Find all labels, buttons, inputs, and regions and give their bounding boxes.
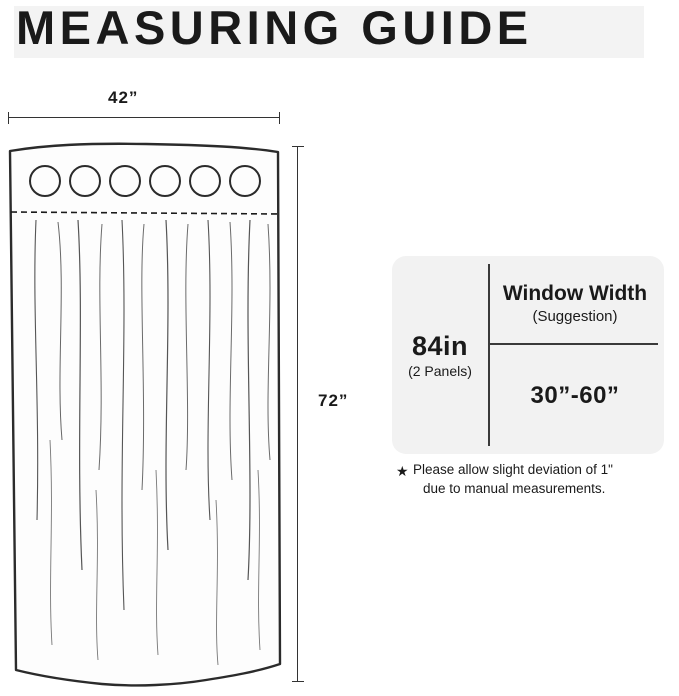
height-dimension-bottom-cap [292,681,304,682]
star-icon: ★ [396,463,409,479]
height-dimension-rule [297,146,298,682]
curtain-panel-illustration [6,140,292,690]
window-width-value: 30”-60” [530,381,620,409]
height-dimension-line [292,146,304,682]
panel-size-value: 84in [411,331,469,361]
height-dimension-label: 72” [318,391,349,410]
width-dimension-line [8,112,280,124]
width-dimension-right-cap [279,112,280,124]
width-dimension-rule [8,117,280,118]
size-suggestion-card [392,256,664,454]
deviation-note-line1: Please allow slight deviation of 1" [413,462,613,477]
window-width-heading: Window Width [502,282,648,305]
window-width-subheading: (Suggestion) [532,308,618,325]
panel-count-note: (2 Panels) [408,363,472,379]
window-width-header-cell [490,264,660,343]
page-title: MEASURING GUIDE [16,1,533,54]
width-dimension-left-cap [8,112,9,124]
panel-size-cell [392,256,488,454]
deviation-note-line2: due to manual measurements. [423,481,606,496]
width-dimension-label: 42” [108,88,139,107]
height-dimension-top-cap [292,146,304,147]
